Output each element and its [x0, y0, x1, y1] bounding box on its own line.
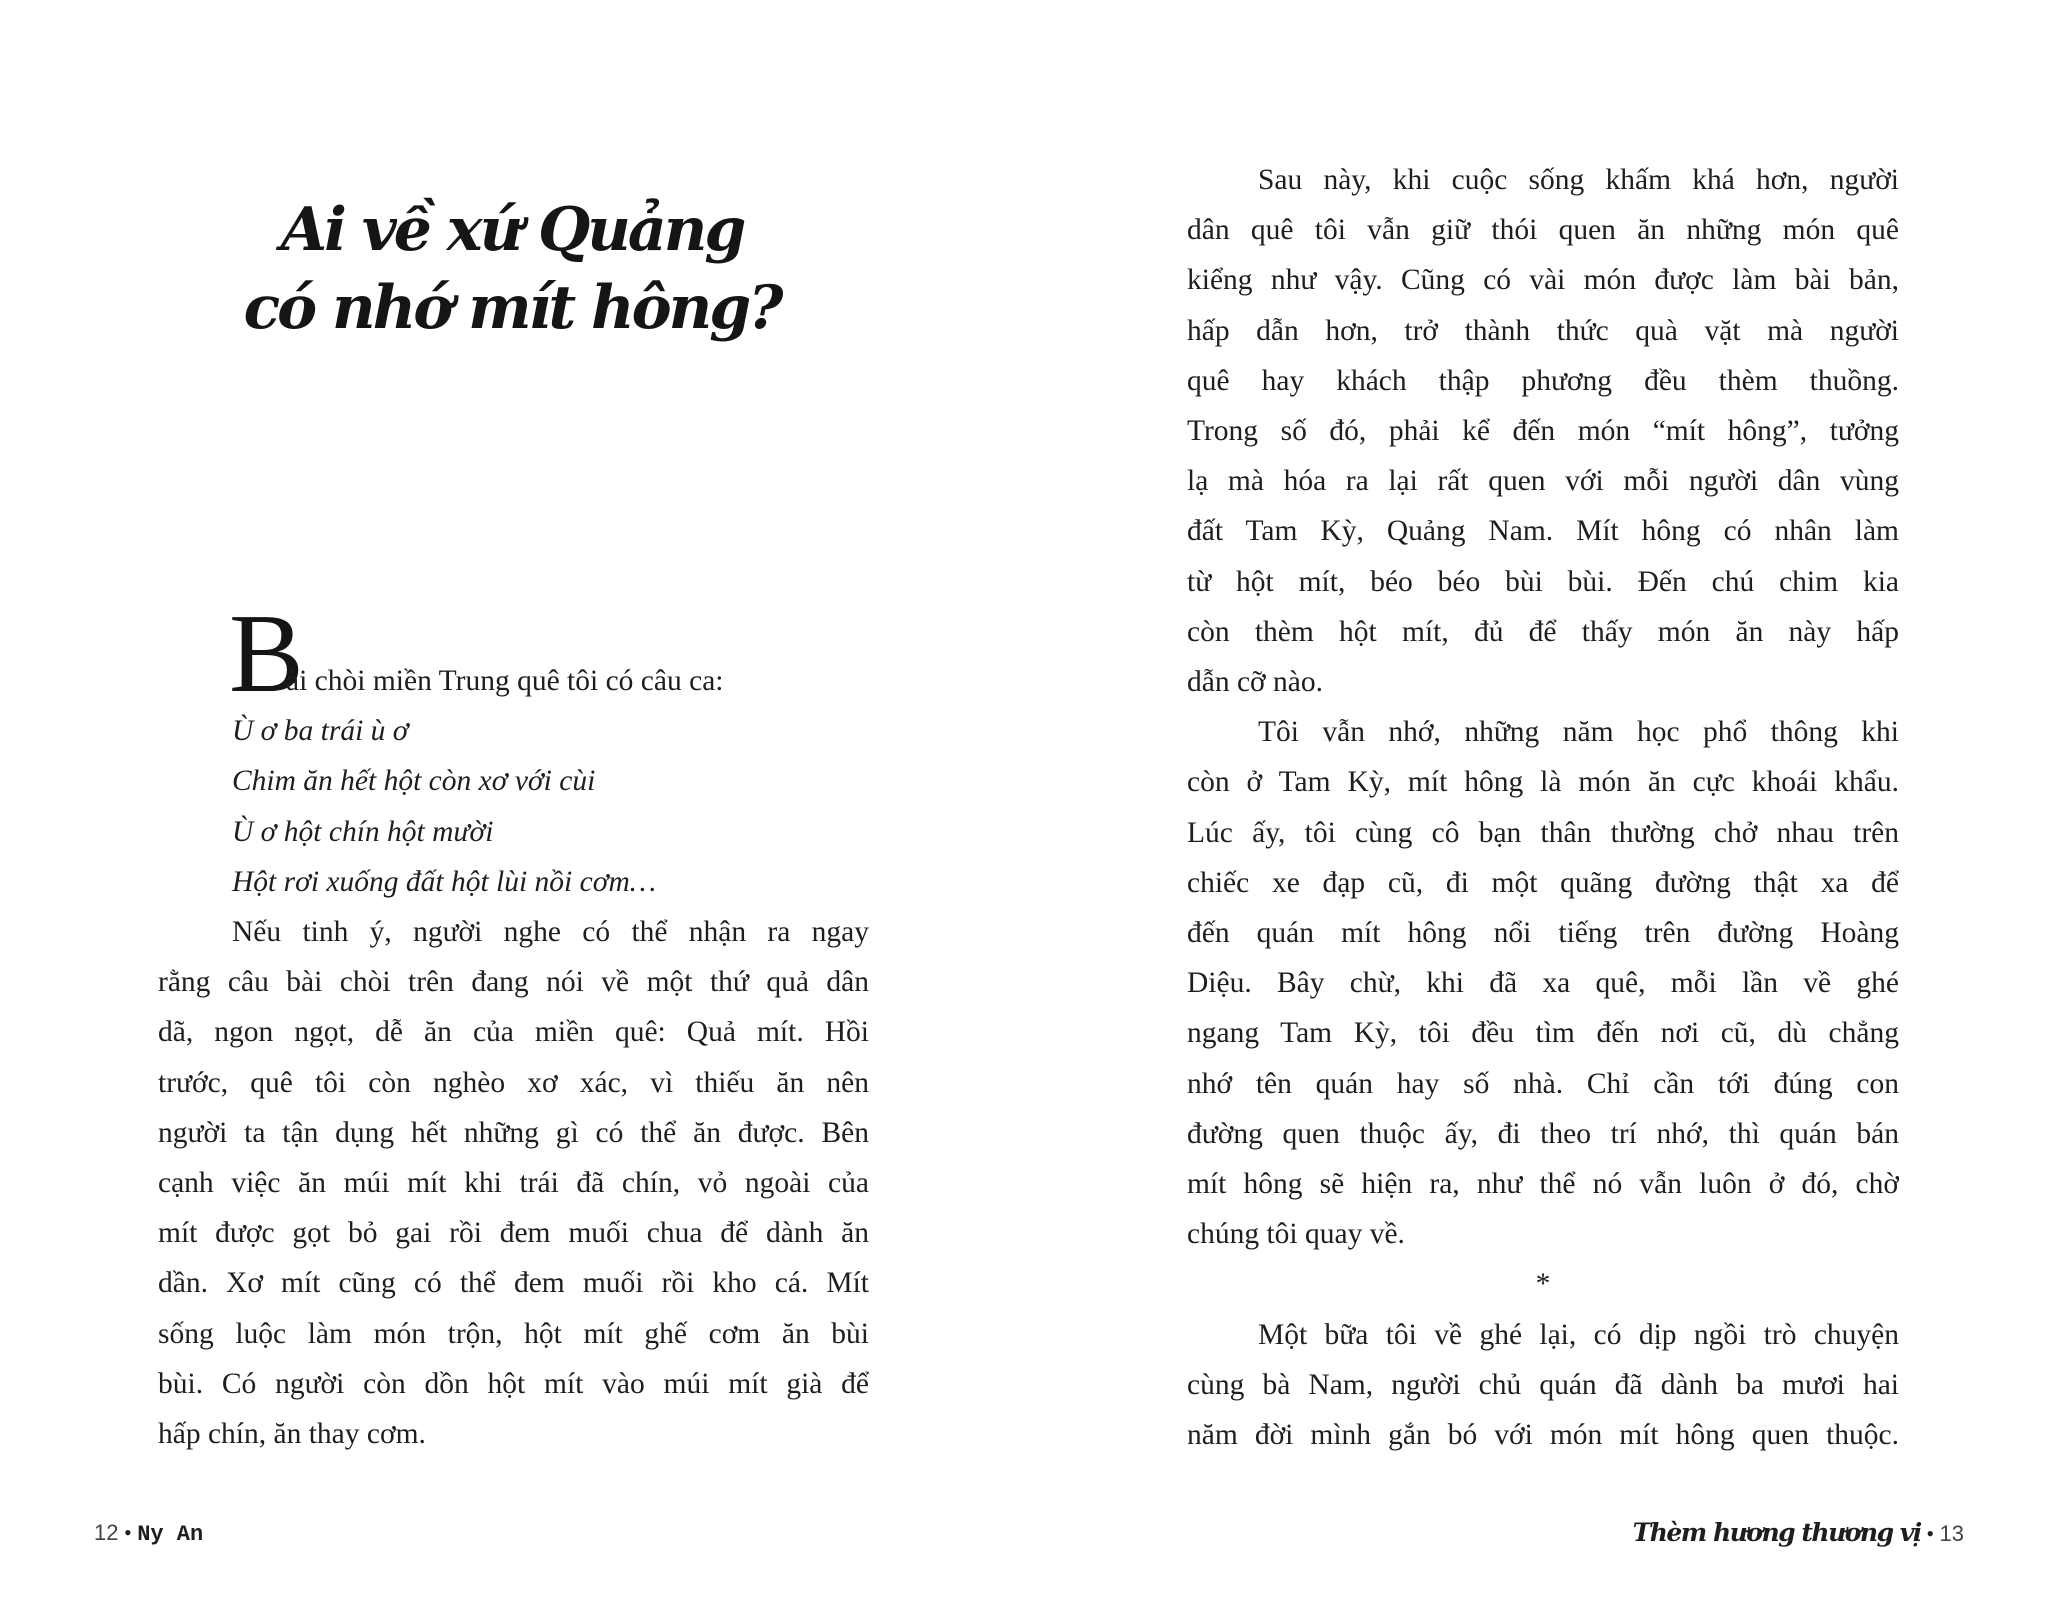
book-title: Thèm hương thương vị: [1632, 1518, 1921, 1547]
text-line: bùi. Có người còn dồn hột mít vào múi mít già để: [158, 1367, 869, 1400]
text-line: quê hay khách thập phương đều thèm thuồng.: [1187, 364, 1899, 397]
text-line: đường quen thuộc ấy, đi theo trí nhớ, thì quán bán: [1187, 1117, 1899, 1150]
text-line: cạnh việc ăn múi mít khi trái đã chín, vỏ ngoài của: [158, 1167, 869, 1199]
drop-cap: B: [229, 592, 304, 716]
footer-separator: •: [1926, 1521, 1935, 1546]
poem-line: Hột rơi xuống đất hột lùi nồi cơm…: [232, 865, 656, 898]
text-line: rằng câu bài chòi trên đang nói về một thứ quả dân: [158, 966, 869, 999]
text-line: nhớ tên quán hay số nhà. Chỉ cần tới đúng con: [1187, 1067, 1899, 1100]
chapter-title-line-2: có nhớ mít hông?: [243, 273, 781, 343]
poem-line: Chim ăn hết hột còn xơ với cùi: [232, 765, 596, 798]
text-line: năm đời mình gắn bó với món mít hông quen thuộc.: [1187, 1419, 1899, 1451]
page-number-left: 12: [94, 1520, 119, 1545]
text-line: hấp chín, ăn thay cơm.: [158, 1418, 426, 1450]
footer-separator: •: [123, 1520, 132, 1545]
text-line: dẫn cỡ nào.: [1187, 666, 1324, 698]
text-line: hấp dẫn hơn, trở thành thức quà vặt mà người: [1187, 314, 1899, 347]
text-line: còn thèm hột mít, đủ để thấy món ăn này hấp: [1187, 615, 1899, 648]
text-line: còn ở Tam Kỳ, mít hông là món ăn cực khoái khẩu.: [1187, 766, 1899, 799]
text-line: chúng tôi quay về.: [1187, 1218, 1405, 1251]
page-number-right: 13: [1939, 1521, 1964, 1546]
text-line: chiếc xe đạp cũ, đi một quãng đường thật xa để: [1187, 866, 1899, 899]
right-footer: [1633, 1515, 1964, 1551]
text-line: ài chòi miền Trung quê tôi có câu ca:: [286, 665, 724, 697]
text-line: Sau này, khi cuộc sống khấm khá hơn, người: [1258, 164, 1899, 196]
text-line: ngang Tam Kỳ, tôi đều tìm đến nơi cũ, dù chẳng: [1187, 1017, 1899, 1050]
text-line: mít được gọt bỏ gai rồi đem muối chua để dành ăn: [158, 1217, 869, 1250]
text-line: đến quán mít hông nổi tiếng trên đường Hoàng: [1187, 917, 1899, 949]
left-footer: [94, 1515, 203, 1551]
text-line: mít hông sẽ hiện ra, như thể nó vẫn luôn ở đó, chờ: [1187, 1168, 1899, 1200]
section-separator: *: [1535, 1268, 1551, 1301]
text-line: đất Tam Kỳ, Quảng Nam. Mít hông có nhân làm: [1187, 515, 1899, 548]
text-line: từ hột mít, béo béo bùi bùi. Đến chú chim kia: [1187, 565, 1899, 598]
text-line: kiểng như vậy. Cũng có vài món được làm bài bản,: [1187, 264, 1899, 297]
poem-line: Ù ơ ba trái ù ơ: [232, 715, 409, 748]
text-line: dã, ngon ngọt, dễ ăn của miền quê: Quả mít. Hồi: [158, 1016, 869, 1049]
text-line: dân quê tôi vẫn giữ thói quen ăn những món quê: [1187, 214, 1899, 247]
text-line: Một bữa tôi về ghé lại, có dịp ngồi trò chuyện: [1258, 1318, 1899, 1351]
author-name: Ny An: [137, 1522, 204, 1547]
text-line: Diệu. Bây chừ, khi đã xa quê, mỗi lần về ghé: [1187, 967, 1899, 1000]
text-line: cùng bà Nam, người chủ quán đã dành ba mươi hai: [1187, 1368, 1899, 1401]
text-line: Trong số đó, phải kể đến món “mít hông”, tưởng: [1187, 415, 1899, 447]
text-line: Tôi vẫn nhớ, những năm học phổ thông khi: [1258, 716, 1899, 749]
poem-line: Ù ơ hột chín hột mười: [232, 815, 494, 848]
text-line: Lúc ấy, tôi cùng cô bạn thân thường chở nhau trên: [1187, 816, 1899, 849]
text-line: người ta tận dụng hết những gì có thể ăn được. Bên: [158, 1116, 869, 1149]
text-line: dần. Xơ mít cũng có thể đem muối rồi kho cá. Mít: [158, 1267, 869, 1300]
text-line: trước, quê tôi còn nghèo xơ xác, vì thiếu ăn nên: [158, 1066, 869, 1099]
text-line: sống luộc làm món trộn, hột mít ghế cơm ăn bùi: [158, 1317, 869, 1350]
chapter-title-line-1: Ai về xứ Quảng: [280, 195, 744, 265]
text-line: Nếu tinh ý, người nghe có thể nhận ra ngay: [232, 916, 869, 948]
text-line: lạ mà hóa ra lại rất quen với mỗi người dân vùng: [1187, 465, 1899, 498]
